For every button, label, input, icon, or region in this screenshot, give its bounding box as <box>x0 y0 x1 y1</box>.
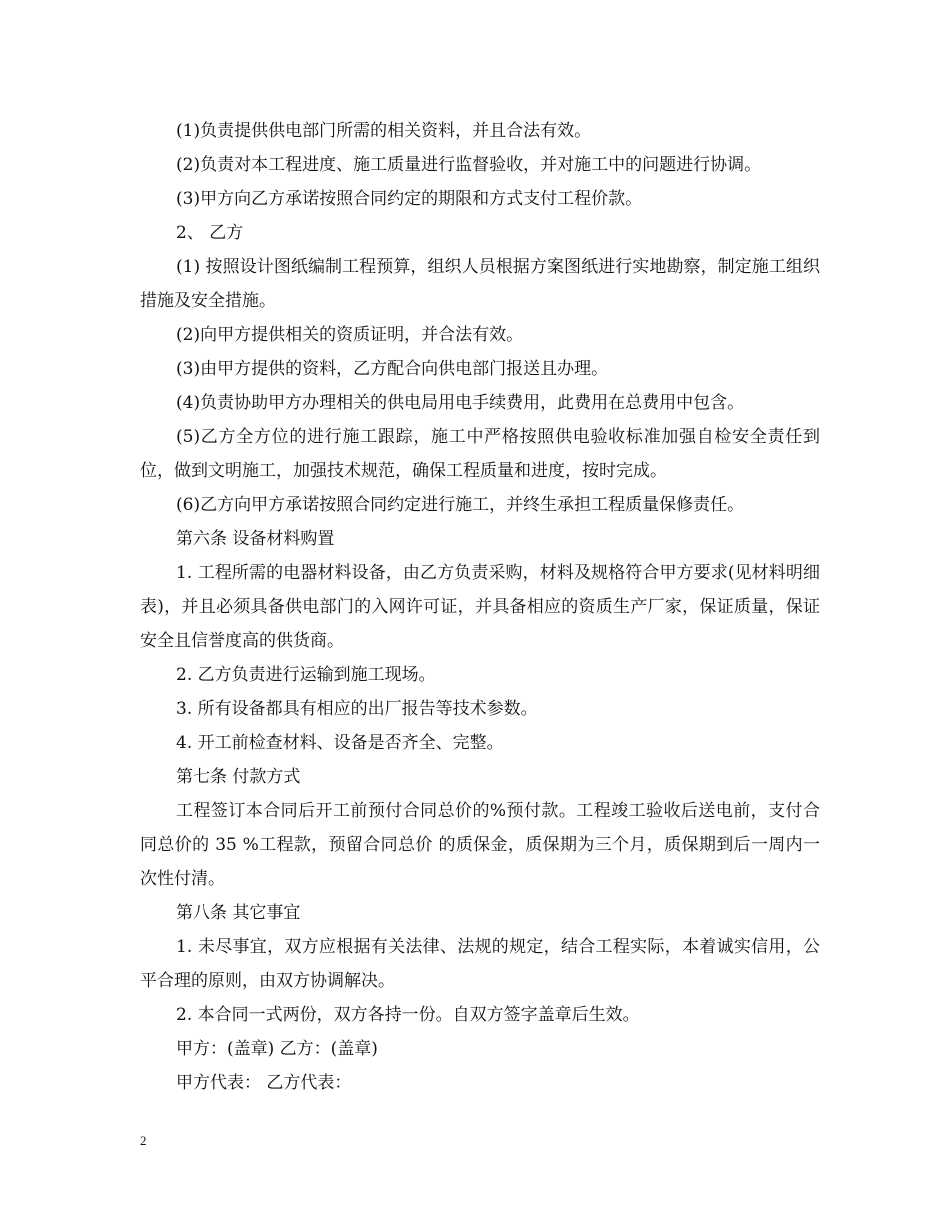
paragraph-article-6-item-2: 2. 乙方负责进行运输到施工现场。 <box>176 665 436 685</box>
heading-article-6: 第六条 设备材料购置 <box>176 529 335 549</box>
paragraph-article-8-item-1: 1. 未尽事宜，双方应根据有关法律、法规的规定，结合工程实际，本着诚实信用，公平合理的原则，由双方协调解决。 <box>140 937 820 991</box>
heading-article-8: 第八条 其它事宜 <box>176 903 301 923</box>
paragraph-party-a-item-3: (3)甲方向乙方承诺按照合同约定的期限和方式支付工程价款。 <box>176 189 643 209</box>
paragraph-article-8-item-2: 2. 本合同一式两份，双方各持一份。自双方签字盖章后生效。 <box>176 1005 640 1025</box>
paragraph-party-a-item-2: (2)负责对本工程进度、施工质量进行监督验收，并对施工中的问题进行协调。 <box>176 155 762 175</box>
paragraph-party-b-heading: 2、 乙方 <box>176 223 244 243</box>
paragraph-article-7-body: 工程签订本合同后开工前预付合同总价的%预付款。工程竣工验收后送电前，支付合同总价的 35 %工程款，预留合同总价 的质保金，质保期为三个月，质保期到后一周内一次性付清。 <box>140 801 820 889</box>
paragraph-party-b-item-4: (4)负责协助甲方办理相关的供电局用电手续费用，此费用在总费用中包含。 <box>176 393 745 413</box>
paragraph-article-6-item-3: 3. 所有设备都具有相应的出厂报告等技术参数。 <box>176 699 538 719</box>
signature-representative-line: 甲方代表： 乙方代表： <box>176 1073 352 1093</box>
paragraph-party-b-item-2: (2)向甲方提供相关的资质证明，并合法有效。 <box>176 325 524 345</box>
paragraph-party-b-item-1: (1) 按照设计图纸编制工程预算，组织人员根据方案图纸进行实地勘察，制定施工组织措施及安全措施。 <box>140 257 820 311</box>
paragraph-article-6-item-4: 4. 开工前检查材料、设备是否齐全、完整。 <box>176 733 504 753</box>
paragraph-party-b-item-3: (3)由甲方提供的资料，乙方配合向供电部门报送且办理。 <box>176 359 609 379</box>
paragraph-party-b-item-5: (5)乙方全方位的进行施工跟踪，施工中严格按照供电验收标准加强自检安全责任到位，做到文明施工，加强技术规范，确保工程质量和进度，按时完成。 <box>140 427 820 481</box>
paragraph-article-6-item-1: 1. 工程所需的电器材料设备，由乙方负责采购，材料及规格符合甲方要求(见材料明细表)，并且必须具备供电部门的入网许可证，并具备相应的资质生产厂家，保证质量，保证安全且信誉度高的供货商。 <box>140 563 820 651</box>
signature-seal-line: 甲方：(盖章) 乙方：(盖章) <box>176 1039 378 1059</box>
heading-article-7: 第七条 付款方式 <box>176 767 301 787</box>
paragraph-party-b-item-6: (6)乙方向甲方承诺按照合同约定进行施工，并终生承担工程质量保修责任。 <box>176 495 745 515</box>
paragraph-party-a-item-1: (1)负责提供供电部门所需的相关资料，并且合法有效。 <box>176 121 592 141</box>
page-number: 2 <box>140 1133 147 1148</box>
